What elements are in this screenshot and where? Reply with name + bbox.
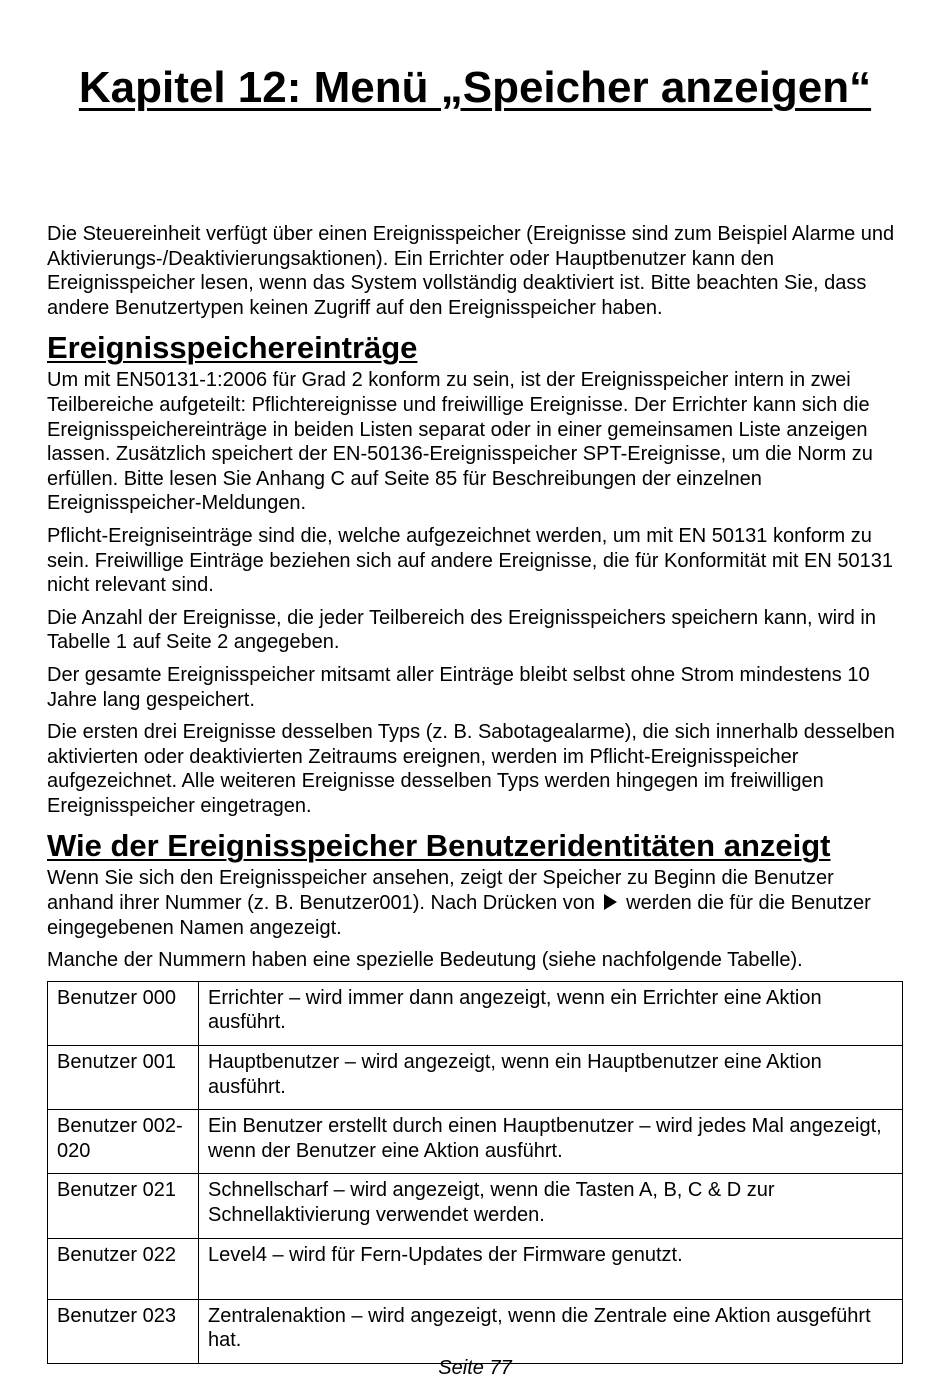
section-heading-event-log-entries: Ereignisspeichereinträge bbox=[47, 330, 418, 366]
table-row bbox=[48, 1299, 903, 1363]
user-number-cell: Benutzer 000 bbox=[48, 981, 199, 1045]
user-description-cell: Ein Benutzer erstellt durch einen Hauptbenutzer – wird jedes Mal angezeigt, wenn der Benutzer eine Aktion ausführt. bbox=[199, 1110, 903, 1174]
user-number-cell: Benutzer 022 bbox=[48, 1238, 199, 1299]
paragraph: Manche der Nummern haben eine spezielle Bedeutung (siehe nachfolgende Tabelle). bbox=[47, 949, 803, 972]
user-number-cell: Benutzer 002- 020 bbox=[48, 1110, 199, 1174]
page-title: Kapitel 12: Menü „Speicher anzeigen“ bbox=[78, 63, 872, 112]
user-number-cell: Benutzer 021 bbox=[48, 1174, 199, 1238]
page-content bbox=[47, 222, 905, 1364]
user-description-cell: Zentralenaktion – wird angezeigt, wenn die Zentrale eine Aktion ausgeführt hat. bbox=[199, 1299, 903, 1363]
user-number-cell: Benutzer 001 bbox=[48, 1046, 199, 1110]
paragraph-text: werden die für die Benutzer eingegebenen Namen angezeigt. bbox=[47, 892, 871, 939]
play-arrow-icon bbox=[604, 894, 617, 910]
paragraph: Die Anzahl der Ereignisse, die jeder Teilbereich des Ereignisspeichers speichern kann, wird in Tabelle 1 auf Seite 2 angegeben. bbox=[47, 606, 876, 654]
user-number-table bbox=[47, 981, 903, 1364]
page-number: Seite 77 bbox=[438, 1357, 512, 1379]
user-number-cell: Benutzer 023 bbox=[48, 1299, 199, 1363]
paragraph: Um mit EN50131-1:2006 für Grad 2 konform zu sein, ist der Ereignisspeicher intern in zwei Teilbereiche aufgeteilt: Pflichtereignisse und freiwillige Ereignisse. Der Errichter kann sich die Ereignisspeichereinträge in beiden Listen separat oder in einer gemeinsamen Liste anzeigen lassen. Zusätzlich speichert der EN-50136-Ereignisspeicher SPT-Ereignisse, um die Norm zu erfüllen. Bitte lesen Sie Anhang C auf Seite 85 für Beschreibungen der einzelnen Ereignisspeicher-Meldungen. bbox=[47, 369, 873, 515]
table-row bbox=[48, 1174, 903, 1238]
table-row bbox=[48, 1238, 903, 1299]
user-description-cell: Hauptbenutzer – wird angezeigt, wenn ein Hauptbenutzer eine Aktion ausführt. bbox=[199, 1046, 903, 1110]
paragraph bbox=[47, 866, 905, 940]
table-row bbox=[48, 981, 903, 1045]
paragraph: Der gesamte Ereignisspeicher mitsamt aller Einträge bleibt selbst ohne Strom mindestens 10 Jahre lang gespeichert. bbox=[47, 663, 870, 711]
user-description-cell: Level4 – wird für Fern-Updates der Firmware genutzt. bbox=[199, 1238, 903, 1299]
paragraph: Die ersten drei Ereignisse desselben Typs (z. B. Sabotagealarme), die sich innerhalb desselben aktivierten oder deaktivierten Zeitraums ereignen, werden im Pflicht-Ereignisspeicher aufgezeichnet. Alle weiteren Ereignisse desselben Typs werden hingegen im freiwilligen Ereignisspeicher eingetragen. bbox=[47, 721, 895, 817]
table-row bbox=[48, 1110, 903, 1174]
user-description-cell: Errichter – wird immer dann angezeigt, wenn ein Errichter eine Aktion ausführt. bbox=[199, 981, 903, 1045]
user-description-cell: Schnellscharf – wird angezeigt, wenn die Tasten A, B, C & D zur Schnellaktivierung verwendet werden. bbox=[199, 1174, 903, 1238]
paragraph: Pflicht-Ereigniseinträge sind die, welche aufgezeichnet werden, um mit EN 50131 konform zu sein. Freiwillige Einträge beziehen sich auf andere Ereignisse, die für Konformität mit EN 50131 nicht relevant sind. bbox=[47, 524, 893, 597]
section-heading-user-identities: Wie der Ereignisspeicher Benutzeridentitäten anzeigt bbox=[47, 828, 831, 864]
table-row bbox=[48, 1046, 903, 1110]
paragraph-text: Wenn Sie sich den Ereignisspeicher ansehen, zeigt der Speicher zu Beginn die Benutzer anhand ihrer Nummer (z. B. Benutzer001). Nach Drücken von bbox=[47, 867, 834, 915]
intro-paragraph: Die Steuereinheit verfügt über einen Ereignisspeicher (Ereignisse sind zum Beispiel Alarme und Aktivierungs-/Deaktivierungsaktionen). Ein Errichter oder Hauptbenutzer kann den Ereignisspeicher lesen, wenn das System vollständig deaktiviert ist. Bitte beachten Sie, dass andere Benutzertypen keinen Zugriff auf den Ereignisspeicher haben. bbox=[47, 223, 895, 319]
